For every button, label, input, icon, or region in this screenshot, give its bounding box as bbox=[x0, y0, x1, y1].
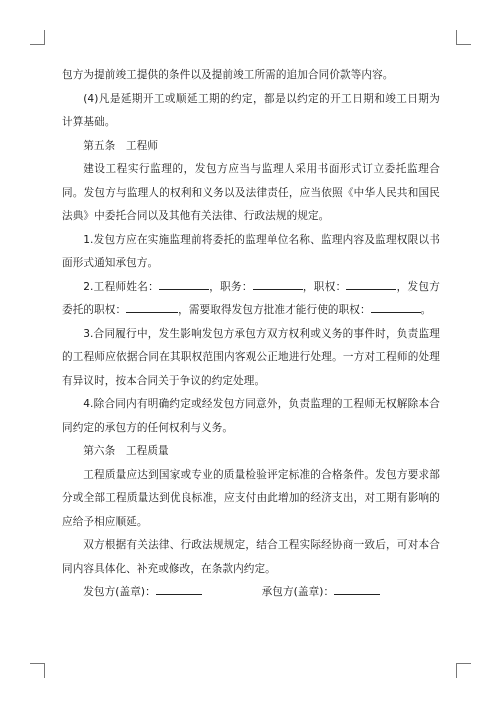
position-label: ，职务： bbox=[209, 280, 253, 293]
authority-blank[interactable] bbox=[346, 277, 396, 290]
crop-mark-bottom-right bbox=[456, 663, 471, 678]
paragraph-item-1: 1.发包方应在实施监理前将委托的监理单位名称、监理内容及监理权限以书面形式通知承包方。 bbox=[62, 233, 440, 269]
contractor-seal-blank[interactable] bbox=[334, 582, 380, 595]
position-blank[interactable] bbox=[253, 277, 303, 290]
employer-seal-label: 发包方(盖章)： bbox=[83, 586, 156, 598]
approval-authority-blank[interactable] bbox=[371, 300, 421, 313]
crop-mark-bottom-left bbox=[30, 663, 45, 678]
paragraph-supplement: 双方根据有关法律、行政法规规定，结合工程实际经协商一致后，可对本合同内容具体化、补充或修改，在条款内约定。 bbox=[62, 539, 440, 575]
employer-signature bbox=[83, 581, 261, 605]
paragraph-supervision: 建设工程实行监理的，发包方应当与监理人采用书面形式订立委托监理合同。发包方与监理人的权利和义务以及法律责任，应当依照《中华人民共和国民法典》中委托合同以及其他有关法律、行政法规的规定。 bbox=[62, 163, 440, 222]
delegated-authority-label: ，发包方委托的职权： bbox=[62, 280, 441, 316]
engineer-name-blank[interactable] bbox=[159, 277, 209, 290]
crop-mark-top-left bbox=[30, 30, 45, 45]
engineer-name-label: 2.工程师姓名： bbox=[83, 280, 159, 293]
article-6-heading: 第六条 工程质量 bbox=[83, 445, 169, 457]
paragraph-delay-clause: (4)凡是延期开工或顺延工期的约定，都是以约定的开工日期和竣工日期为计算基础。 bbox=[62, 92, 440, 128]
contractor-signature bbox=[262, 581, 440, 605]
paragraph-item-4: 4.除合同内有明确约定或经发包方同意外，负责监理的工程师无权解除本合同约定的承包方的任何权利与义务。 bbox=[62, 398, 440, 434]
contractor-seal-label: 承包方(盖章)： bbox=[261, 586, 335, 598]
approval-authority-label: ，需要取得发包方批准才能行使的职权： bbox=[178, 304, 371, 316]
paragraph-continuation: 包方为提前竣工提供的条件以及提前竣工所需的追加合同价款等内容。 bbox=[62, 69, 394, 81]
employer-seal-blank[interactable] bbox=[156, 582, 202, 595]
paragraph-item-2 bbox=[62, 276, 440, 323]
paragraph-quality: 工程质量应达到国家或专业的质量检验评定标准的合格条件。发包方要求部分或全部工程质量达到优良标准，应支付由此增加的经济支出，对工期有影响的应给予相应顺延。 bbox=[62, 468, 440, 528]
delegated-authority-blank[interactable] bbox=[126, 300, 178, 313]
authority-label: ，职权： bbox=[302, 280, 347, 293]
paragraph-item-3: 3.合同履行中，发生影响发包方承包方双方权利或义务的事件时，负责监理的工程师应依据合同在其职权范围内客观公正地进行处理。一方对工程师的处理有异议时，按本合同关于争议的约定处理。 bbox=[62, 327, 440, 387]
item-2-end: 。 bbox=[420, 304, 432, 316]
article-5-heading: 第五条 工程师 bbox=[83, 139, 159, 152]
document-page bbox=[62, 64, 440, 605]
signature-row bbox=[62, 581, 440, 605]
crop-mark-top-right bbox=[456, 30, 471, 45]
